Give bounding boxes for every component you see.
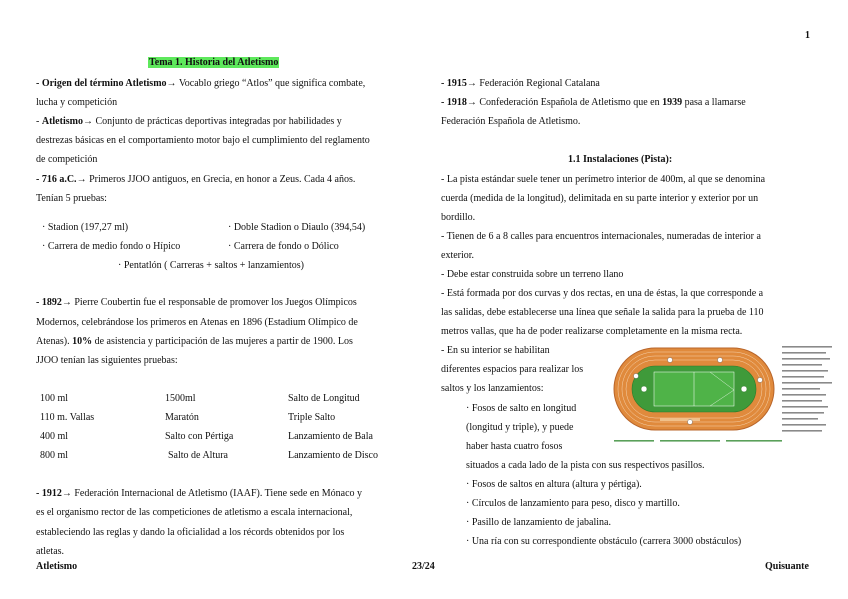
y1892-percent: 10% bbox=[72, 336, 93, 347]
y1912-line-3: estableciendo las reglas y dando la oficialidad a los récords obtenidos por los bbox=[36, 527, 345, 538]
y1912-line-4: atletas. bbox=[36, 546, 65, 557]
atletismo-line: - Atletismo→ Conjunto de prácticas deportivas integradas por habilidades y bbox=[36, 116, 342, 127]
y1918-year: 1939 bbox=[662, 97, 683, 108]
footer-right: Quisuante bbox=[765, 561, 809, 572]
table-cell: Lanzamiento de Disco bbox=[288, 450, 378, 461]
table-cell: Salto con Pértiga bbox=[165, 431, 234, 442]
table-cell: 800 ml bbox=[40, 450, 69, 461]
paragraph-line: bordillo. bbox=[441, 212, 476, 223]
ac-line-2: Tenían 5 pruebas: bbox=[36, 193, 107, 204]
paragraph-line: - La pista estándar suele tener un perímetro interior de 400m, al que se denomina bbox=[441, 174, 766, 185]
origen-line-2: lucha y competición bbox=[36, 97, 118, 108]
y1892-line-3 bbox=[36, 336, 353, 348]
ancient-event-3: · Carrera de medio fondo o Hípico bbox=[42, 241, 181, 252]
y1918-text2: pasa a llamarse bbox=[682, 97, 746, 108]
paragraph-line: cuerda (medida de la longitud), delimitada en su parte interior y exterior por un bbox=[441, 193, 759, 204]
arrow-icon: → bbox=[466, 78, 477, 89]
y1918-label: - 1918 bbox=[441, 97, 467, 108]
paragraph-line: - Tienen de 6 a 8 calles para encuentros internacionales, numeradas de interior a bbox=[441, 231, 761, 242]
bullet-line: haber hasta cuatro fosos bbox=[466, 441, 563, 452]
y1912-label: - 1912 bbox=[36, 488, 62, 499]
y1918-line-2: Federación Española de Atletismo. bbox=[441, 116, 581, 127]
table-cell: 1500ml bbox=[165, 393, 196, 404]
arrow-icon: → bbox=[166, 78, 177, 89]
arrow-icon: → bbox=[76, 174, 87, 185]
table-cell: Salto de Altura bbox=[168, 450, 228, 461]
page-number: 1 bbox=[805, 30, 810, 41]
footer-left: Atletismo bbox=[36, 561, 78, 572]
page-title bbox=[148, 57, 279, 69]
y1892-line-4: JJOO tenían las siguientes pruebas: bbox=[36, 355, 178, 366]
ancient-event-4: · Carrera de fondo o Dólico bbox=[228, 241, 339, 252]
origen-line bbox=[36, 78, 365, 90]
y1892-text3c: de asistencia y participación de las mujeres a partir de 1900. Los bbox=[92, 336, 353, 347]
y1915-line bbox=[441, 78, 600, 90]
bullet-line: situados a cada lado de la pista con sus respectivos pasillos. bbox=[466, 460, 705, 471]
ac-line bbox=[36, 174, 355, 186]
ac-label: - 716 a.C. bbox=[36, 174, 77, 185]
section-title: 1.1 Instalaciones (Pista): bbox=[568, 154, 673, 165]
arrow-icon: → bbox=[61, 488, 72, 499]
athletics-track-image bbox=[610, 340, 838, 450]
paragraph-line: metros vallas, que ha de poder realizarse completamente en la misma recta. bbox=[441, 326, 743, 337]
origen-text: Vocablo griego “Atlos” que significa combate, bbox=[176, 78, 366, 89]
y1892-line bbox=[36, 297, 357, 309]
table-cell: Salto de Longitud bbox=[288, 393, 360, 404]
bullet-line: · Una ría con su correspondiente obstáculo (carrera 3000 obstáculos) bbox=[466, 536, 742, 547]
y1918-line bbox=[441, 97, 746, 109]
table-cell: Triple Salto bbox=[288, 412, 336, 423]
arrow-icon: → bbox=[61, 297, 72, 308]
arrow-icon: → bbox=[82, 116, 93, 127]
ancient-event-5: · Pentatlón ( Carreras + saltos + lanzamientos) bbox=[118, 260, 304, 271]
paragraph-line: saltos y los lanzamientos: bbox=[441, 383, 544, 394]
paragraph-line: - Debe estar construida sobre un terreno llano bbox=[441, 269, 624, 280]
y1912-line-2: es el organismo rector de las competiciones de atletismo a escala internacional, bbox=[36, 507, 353, 518]
y1918-text: Confederación Española de Atletismo que en bbox=[476, 97, 663, 108]
y1892-label: - 1892 bbox=[36, 297, 62, 308]
bullet-line: (longitud y triple), y puede bbox=[466, 422, 574, 433]
paragraph-line: las salidas, debe establecerse una línea que señale la salida para la prueba de 110 bbox=[441, 307, 764, 318]
table-cell: 110 m. Vallas bbox=[40, 412, 95, 423]
y1915-label: - 1915 bbox=[441, 78, 467, 89]
ancient-event-1: · Stadion (197,27 ml) bbox=[42, 222, 129, 233]
paragraph-line: exterior. bbox=[441, 250, 475, 261]
origen-label: - Origen del término Atletismo bbox=[36, 78, 167, 89]
ancient-event-2: · Doble Stadion o Diaulo (394,54) bbox=[228, 222, 366, 233]
y1892-text: Pierre Coubertin fue el responsable de promover los Juegos Olímpicos bbox=[71, 297, 357, 308]
y1892-line-2: Modernos, celebrándose los primeros en Atenas en 1896 (Estadium Olímpico de bbox=[36, 317, 358, 328]
title-text: Tema 1. Historia del Atletismo bbox=[149, 57, 279, 68]
bullet-line: · Fosos de salto en longitud bbox=[466, 403, 577, 414]
bullet-line: · Fosos de saltos en altura (altura y pértiga). bbox=[466, 479, 642, 490]
paragraph-line: - En su interior se habilitan bbox=[441, 345, 550, 356]
y1892-text3a: Atenas). bbox=[36, 336, 73, 347]
y1912-text: Federación Internacional de Atletismo (IAAF). Tiene sede en Mónaco y bbox=[71, 488, 363, 499]
bullet-line: · Pasillo de lanzamiento de jabalina. bbox=[466, 517, 611, 528]
ac-text: Primeros JJOO antiguos, en Grecia, en honor a Zeus. Cada 4 años. bbox=[86, 174, 356, 185]
y1915-text: Federación Regional Catalana bbox=[476, 78, 600, 89]
table-cell: Lanzamiento de Bala bbox=[288, 431, 373, 442]
bullet-line: · Círculos de lanzamiento para peso, disco y martillo. bbox=[466, 498, 680, 509]
arrow-icon: → bbox=[466, 97, 477, 108]
table-cell: Maratón bbox=[165, 412, 199, 423]
table-cell: 100 ml bbox=[40, 393, 69, 404]
y1912-line bbox=[36, 488, 362, 500]
footer-page-count: 23/24 bbox=[412, 561, 435, 572]
table-cell: 400 ml bbox=[40, 431, 69, 442]
atletismo-line-3: de competición bbox=[36, 154, 98, 165]
atletismo-line-2: destrezas básicas en el comportamiento motor bajo el cumplimiento del reglamento bbox=[36, 135, 370, 146]
paragraph-line: diferentes espacios para realizar los bbox=[441, 364, 584, 375]
paragraph-line: - Está formada por dos curvas y dos rectas, en una de éstas, la que corresponde a bbox=[441, 288, 764, 299]
atletismo-text: Conjunto de prácticas deportivas integradas por habilidades y bbox=[92, 116, 342, 127]
atletismo-label: Atletismo bbox=[41, 116, 83, 127]
